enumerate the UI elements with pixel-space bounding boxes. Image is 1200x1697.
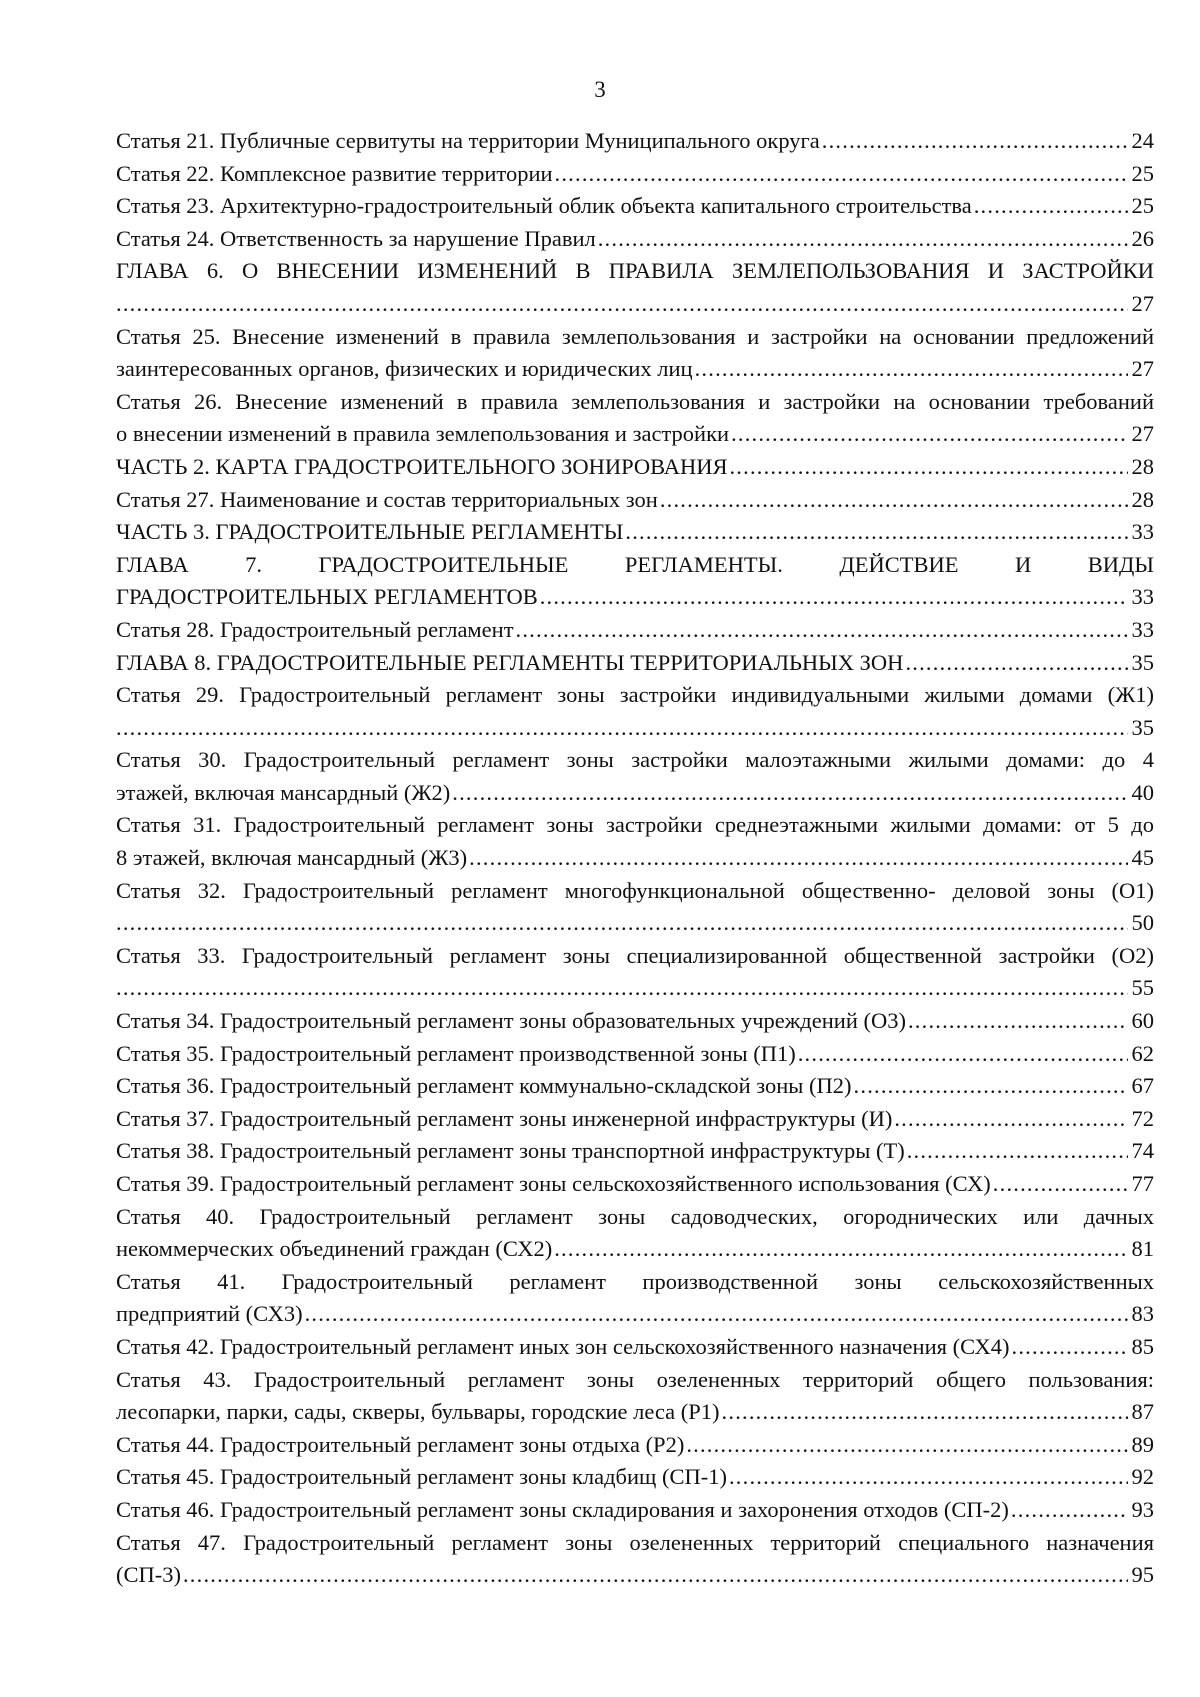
toc-entry-text: Статья 38. Градостроительный регламент зоны транспортной инфраструктуры (Т)	[116, 1138, 905, 1164]
table-of-contents	[116, 125, 1154, 1592]
toc-entry	[116, 321, 1154, 386]
dot-leader	[993, 1168, 1128, 1201]
toc-entry-text: Статья 32. Градостроительный регламент многофункциональной общественно- деловой зоны (О1)	[116, 877, 1154, 903]
toc-entry	[116, 451, 1154, 484]
toc-entry-text: о внесении изменений в правила землепользования и застройки	[116, 421, 730, 447]
dot-leader	[974, 190, 1128, 223]
dot-leader	[469, 842, 1127, 875]
toc-entry	[116, 1429, 1154, 1462]
toc-entry-text: ГЛАВА 8. ГРАДОСТРОИТЕЛЬНЫЕ РЕГЛАМЕНТЫ ТЕРРИТОРИАЛЬНЫХ ЗОН	[116, 649, 904, 675]
toc-entry-text: Статья 31. Градостроительный регламент зоны застройки среднеэтажными жилыми домами: от 5 до	[116, 812, 1154, 838]
toc-entry-text: некоммерческих объединений граждан (СХ2)	[116, 1236, 553, 1262]
toc-entry-text: Статья 42. Градостроительный регламент иных зон сельскохозяйственного назначения (СХ4)	[116, 1333, 1010, 1359]
toc-page-number: 33	[1131, 584, 1154, 610]
toc-entry-text: Статья 22. Комплексное развитие территории	[116, 160, 553, 186]
toc-entry	[116, 744, 1154, 809]
dot-leader	[516, 614, 1128, 647]
toc-page-number: 25	[1131, 193, 1154, 219]
toc-entry-text: Статья 30. Градостроительный регламент зоны застройки малоэтажными жилыми домами: до 4	[116, 747, 1154, 773]
toc-page-number: 24	[1131, 128, 1154, 153]
toc-page-number: 89	[1131, 1431, 1154, 1457]
toc-entry-text: Статья 43. Градостроительный регламент зоны озелененных территорий общего пользования:	[116, 1366, 1154, 1392]
dot-leader	[305, 1298, 1128, 1331]
toc-entry-text: Статья 45. Градостроительный регламент зоны кладбищ (СП-1)	[116, 1464, 727, 1490]
dot-leader	[116, 288, 1128, 321]
dot-leader	[183, 1559, 1128, 1592]
dot-leader	[729, 1461, 1128, 1494]
toc-page-number: 83	[1131, 1301, 1154, 1327]
dot-leader	[722, 1396, 1128, 1429]
dot-leader	[452, 777, 1127, 810]
toc-page-number: 35	[1131, 714, 1154, 740]
toc-entry	[116, 516, 1154, 549]
dot-leader	[905, 647, 1127, 680]
toc-entry-text: ЧАСТЬ 2. КАРТА ГРАДОСТРОИТЕЛЬНОГО ЗОНИРОВАНИЯ	[116, 453, 728, 479]
page-number: 3	[594, 77, 606, 102]
toc-entry	[116, 125, 1154, 158]
toc-entry	[116, 1266, 1154, 1331]
dot-leader	[908, 1005, 1128, 1038]
toc-entry	[116, 158, 1154, 191]
dot-leader	[540, 581, 1128, 614]
toc-entry-text: 8 этажей, включая мансардный (Ж3)	[116, 845, 468, 871]
toc-page-number: 28	[1131, 486, 1154, 512]
toc-entry-text: лесопарки, парки, сады, скверы, бульвары, городские леса (Р1)	[116, 1399, 720, 1425]
toc-page-number: 26	[1131, 225, 1154, 251]
toc-entry-text: Статья 27. Наименование и состав территориальных зон	[116, 486, 658, 512]
toc-entry	[116, 809, 1154, 874]
toc-page-number: 33	[1131, 519, 1154, 545]
dot-leader	[907, 1135, 1128, 1168]
dot-leader	[854, 1070, 1128, 1103]
toc-entry-text: заинтересованных органов, физических и юридических лиц	[116, 356, 693, 382]
toc-entry-text: Статья 23. Архитектурно-градостроительный облик объекта капитального строительства	[116, 193, 972, 219]
toc-page-number: 60	[1131, 1008, 1154, 1034]
toc-page-number: 74	[1131, 1138, 1154, 1164]
toc-entry	[116, 255, 1154, 320]
toc-entry-text: Статья 36. Градостроительный регламент коммунально-складской зоны (П2)	[116, 1073, 852, 1099]
dot-leader	[555, 158, 1128, 191]
toc-entry-text: Статья 25. Внесение изменений в правила землепользования и застройки на основании предложений	[116, 323, 1154, 349]
toc-page-number: 28	[1131, 453, 1154, 479]
dot-leader	[116, 907, 1128, 940]
toc-page-number: 25	[1131, 160, 1154, 186]
toc-entry	[116, 1331, 1154, 1364]
dot-leader	[822, 125, 1128, 158]
toc-page-number: 92	[1131, 1464, 1154, 1490]
toc-entry-text: Статья 26. Внесение изменений в правила землепользования и застройки на основании требований	[116, 388, 1154, 414]
toc-entry	[116, 484, 1154, 517]
toc-entry	[116, 223, 1154, 256]
toc-entry	[116, 1103, 1154, 1136]
toc-entry-text: Статья 33. Градостроительный регламент зоны специализированной общественной застройки (О2)	[116, 942, 1154, 968]
toc-entry-text: Статья 46. Градостроительный регламент зоны складирования и захоронения отходов (СП-2)	[116, 1496, 1009, 1522]
toc-page-number: 27	[1131, 356, 1154, 382]
dot-leader	[598, 223, 1128, 256]
dot-leader	[116, 972, 1128, 1005]
toc-page-number: 27	[1131, 421, 1154, 447]
toc-entry-text: ЧАСТЬ 3. ГРАДОСТРОИТЕЛЬНЫЕ РЕГЛАМЕНТЫ	[116, 519, 624, 545]
toc-entry	[116, 549, 1154, 614]
toc-entry	[116, 1494, 1154, 1527]
toc-entry-text: Статья 28. Градостроительный регламент	[116, 616, 514, 642]
toc-entry-text: ГЛАВА 6. О ВНЕСЕНИИ ИЗМЕНЕНИЙ В ПРАВИЛА ЗЕМЛЕПОЛЬЗОВАНИЯ И ЗАСТРОЙКИ	[116, 258, 1154, 284]
toc-entry-text: Статья 24. Ответственность за нарушение Правил	[116, 225, 596, 251]
toc-entry	[116, 190, 1154, 223]
toc-entry	[116, 1038, 1154, 1071]
toc-entry	[116, 1527, 1154, 1592]
toc-entry	[116, 1461, 1154, 1494]
toc-entry-text: Статья 29. Градостроительный регламент зоны застройки индивидуальными жилыми домами (Ж1)	[116, 682, 1154, 708]
toc-entry-text: Статья 34. Градостроительный регламент зоны образовательных учреждений (О3)	[116, 1008, 906, 1034]
toc-page-number: 35	[1131, 649, 1154, 675]
toc-entry-text: Статья 40. Градостроительный регламент зоны садоводческих, огороднических или дачных	[116, 1203, 1154, 1229]
toc-page-number: 33	[1131, 616, 1154, 642]
toc-entry-text: (СП-3)	[116, 1562, 181, 1588]
dot-leader	[116, 712, 1128, 745]
toc-entry-text: Статья 44. Градостроительный регламент зоны отдыха (Р2)	[116, 1431, 685, 1457]
dot-leader	[686, 1429, 1127, 1462]
toc-page-number: 55	[1131, 975, 1154, 1001]
toc-page-number: 50	[1131, 910, 1154, 936]
dot-leader	[1011, 1494, 1128, 1527]
toc-entry-text: ГРАДОСТРОИТЕЛЬНЫХ РЕГЛАМЕНТОВ	[116, 584, 538, 610]
toc-entry-text: ГЛАВА 7. ГРАДОСТРОИТЕЛЬНЫЕ РЕГЛАМЕНТЫ. ДЕЙСТВИЕ И ВИДЫ	[116, 551, 1154, 577]
toc-entry-text: Статья 41. Градостроительный регламент производственной зоны сельскохозяйственных	[116, 1268, 1154, 1294]
toc-page-number: 77	[1131, 1171, 1154, 1196]
toc-page-number: 95	[1131, 1562, 1154, 1588]
toc-entry	[116, 875, 1154, 940]
toc-entry	[116, 1005, 1154, 1038]
toc-page-number: 72	[1131, 1105, 1154, 1131]
toc-entry-text: предприятий (СХ3)	[116, 1301, 303, 1327]
toc-entry	[116, 647, 1154, 680]
toc-entry	[116, 1201, 1154, 1266]
dot-leader	[894, 1103, 1127, 1136]
toc-entry	[116, 940, 1154, 1005]
toc-entry	[116, 679, 1154, 744]
toc-page-number: 67	[1131, 1073, 1154, 1099]
toc-entry	[116, 1364, 1154, 1429]
toc-entry-text: Статья 21. Публичные сервитуты на территории Муниципального округа	[116, 128, 820, 153]
toc-page-number: 27	[1131, 290, 1154, 316]
dot-leader	[695, 353, 1128, 386]
dot-leader	[660, 484, 1128, 517]
dot-leader	[554, 1233, 1127, 1266]
dot-leader	[798, 1038, 1128, 1071]
toc-entry-text: этажей, включая мансардный (Ж2)	[116, 779, 451, 805]
dot-leader	[625, 516, 1127, 549]
toc-page-number: 62	[1131, 1040, 1154, 1066]
toc-entry-text: Статья 35. Градостроительный регламент производственной зоны (П1)	[116, 1040, 796, 1066]
toc-entry	[116, 614, 1154, 647]
dot-leader	[1012, 1331, 1128, 1364]
toc-page-number: 81	[1131, 1236, 1154, 1262]
toc-page-number: 85	[1131, 1333, 1154, 1359]
toc-page-number: 93	[1131, 1496, 1154, 1522]
toc-entry	[116, 386, 1154, 451]
toc-entry-text: Статья 37. Градостроительный регламент зоны инженерной инфраструктуры (И)	[116, 1105, 893, 1131]
toc-page-number: 87	[1131, 1399, 1154, 1425]
toc-entry-text: Статья 39. Градостроительный регламент зоны сельскохозяйственного использования (СХ)	[116, 1171, 991, 1196]
toc-page-number: 40	[1131, 779, 1154, 805]
toc-entry	[116, 1070, 1154, 1103]
dot-leader	[731, 418, 1127, 451]
dot-leader	[729, 451, 1127, 484]
toc-entry	[116, 1135, 1154, 1168]
toc-page-number: 45	[1131, 845, 1154, 871]
toc-entry-text: Статья 47. Градостроительный регламент зоны озелененных территорий специального назначения	[116, 1529, 1154, 1555]
toc-entry	[116, 1168, 1154, 1201]
